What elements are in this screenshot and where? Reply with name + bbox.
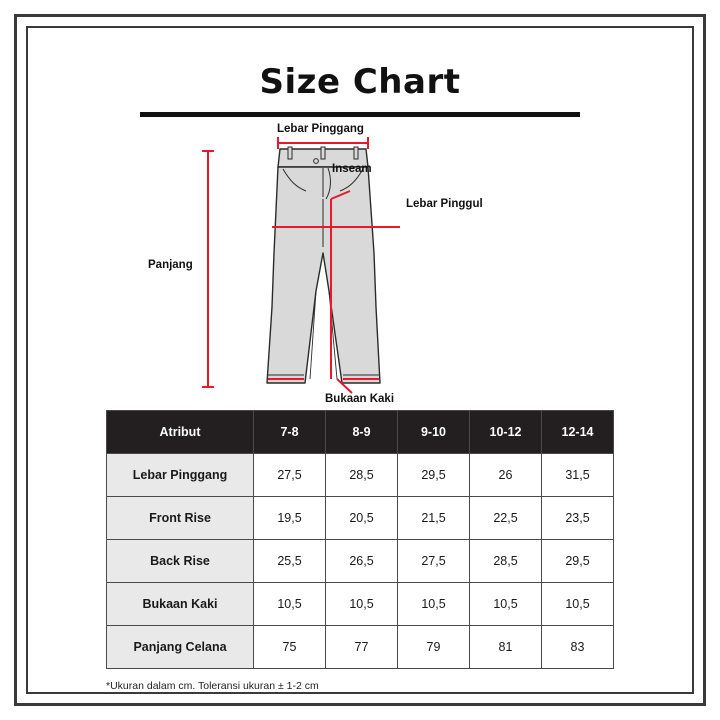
row-value: 10,5 (470, 583, 542, 626)
pants-illustration (40, 121, 680, 409)
content-area (40, 40, 680, 692)
row-attribute: Back Rise (107, 540, 254, 583)
row-value: 10,5 (542, 583, 614, 626)
label-inseam: Inseam (332, 163, 372, 175)
table-row (107, 626, 614, 669)
row-value: 75 (254, 626, 326, 669)
pants-shape (267, 147, 380, 383)
row-value: 23,5 (542, 497, 614, 540)
row-value: 81 (470, 626, 542, 669)
row-attribute: Front Rise (107, 497, 254, 540)
row-value: 21,5 (398, 497, 470, 540)
row-value: 29,5 (398, 454, 470, 497)
header-size-12-14: 12-14 (542, 411, 614, 454)
page-title: Size Chart (259, 62, 461, 102)
row-value: 25,5 (254, 540, 326, 583)
row-value: 22,5 (470, 497, 542, 540)
row-value: 77 (326, 626, 398, 669)
size-table-wrap (106, 410, 614, 669)
row-value: 79 (398, 626, 470, 669)
row-value: 10,5 (398, 583, 470, 626)
label-bukaan-kaki: Bukaan Kaki (325, 393, 395, 405)
size-table (106, 410, 614, 669)
row-value: 27,5 (254, 454, 326, 497)
table-body (107, 454, 614, 669)
row-attribute: Panjang Celana (107, 626, 254, 669)
table-header-row (107, 411, 614, 454)
header-size-9-10: 9-10 (398, 411, 470, 454)
label-panjang: Panjang (148, 259, 193, 271)
table-head (107, 411, 614, 454)
row-value: 28,5 (326, 454, 398, 497)
row-value: 28,5 (470, 540, 542, 583)
title-underline (140, 112, 580, 117)
label-lebar-pinggang: Lebar Pinggang (277, 123, 364, 135)
header-attribute: Atribut (107, 411, 254, 454)
row-value: 10,5 (326, 583, 398, 626)
footnote: *Ukuran dalam cm. Toleransi ukuran ± 1-2 cm (106, 680, 319, 692)
row-attribute: Lebar Pinggang (107, 454, 254, 497)
row-value: 29,5 (542, 540, 614, 583)
table-row (107, 454, 614, 497)
row-value: 10,5 (254, 583, 326, 626)
label-lebar-pinggul: Lebar Pinggul (406, 198, 483, 210)
header-size-7-8: 7-8 (254, 411, 326, 454)
row-value: 19,5 (254, 497, 326, 540)
table-row (107, 583, 614, 626)
row-value: 26 (470, 454, 542, 497)
table-row (107, 540, 614, 583)
row-value: 83 (542, 626, 614, 669)
table-row (107, 497, 614, 540)
row-value: 20,5 (326, 497, 398, 540)
header-size-10-12: 10-12 (470, 411, 542, 454)
header-size-8-9: 8-9 (326, 411, 398, 454)
row-value: 31,5 (542, 454, 614, 497)
row-attribute: Bukaan Kaki (107, 583, 254, 626)
row-value: 26,5 (326, 540, 398, 583)
row-value: 27,5 (398, 540, 470, 583)
